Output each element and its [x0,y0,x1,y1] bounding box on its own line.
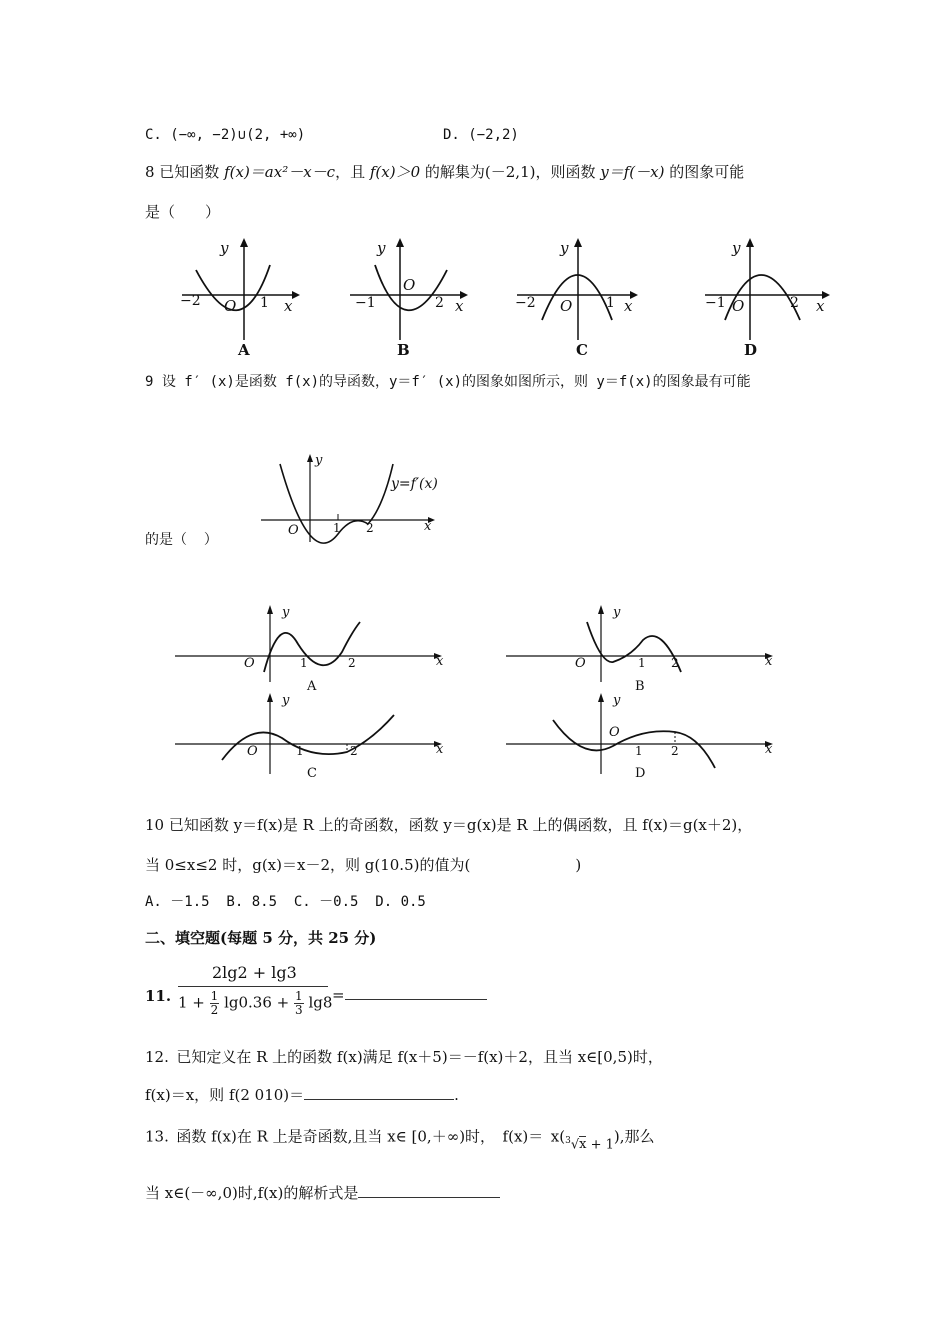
answer-blank[interactable] [345,999,487,1000]
x-axis-label: x [765,654,773,669]
x-axis-label: x [284,297,293,315]
tick-label: −1 [355,295,376,311]
q8-graph-a [172,235,302,360]
origin-label: O [560,297,573,315]
graph-label: B [635,679,645,694]
graph-label: C [307,766,317,781]
q11-fraction-bar [178,986,328,987]
tick-label: 2 [671,656,679,670]
tick-label: 2 [435,295,444,311]
tick-label: 1 [296,744,304,758]
q8-graph-b [345,235,475,360]
x-axis-label: x [765,742,773,757]
q9-graph-d [503,690,783,785]
q9-derivative-graph [258,452,458,547]
question-8-line2: 是（ ） [145,203,221,221]
y-axis-label: y [613,693,621,708]
origin-label: O [288,523,299,538]
q9-graph-c [172,690,452,785]
answer-blank[interactable] [358,1197,500,1198]
tick-label: 2 [671,744,679,758]
question-11-number: 11. [145,987,172,1005]
question-12-line1: 12. 已知定义在 R 上的函数 f(x)满足 f(x＋5)＝－f(x)＋2，且当 x∈[0,5)时， [145,1048,663,1066]
x-axis-label: x [436,654,444,669]
origin-label: O [732,297,745,315]
x-axis-label: x [624,297,633,315]
tick-label: 1 [333,521,341,535]
tick-label: 1 [300,656,308,670]
question-9-line2: 的是（ ） [145,532,218,548]
question-9-line1: 9 设 f′ (x)是函数 f(x)的导函数，y＝f′ (x)的图象如图所示，则 y＝f(x)的图象最有可能 [145,374,751,390]
y-axis-label: y [220,239,229,257]
q8-graph-c [512,235,642,360]
graph-label: A [307,679,317,694]
tick-label: −1 [705,295,726,311]
x-axis-label: x [455,297,464,315]
tick-label: 2 [790,295,799,311]
tick-label: 2 [366,521,374,535]
q11-denominator: 1 + $\frac{1}{2}$ lg0.36 + $\frac{1}{3}$ lg8 [178,989,333,1017]
question-10-options: A. －1.5 B. 8.5 C. －0.5 D. 0.5 [145,894,426,910]
q9-graph-b [503,602,783,697]
question-10-line1: 10 已知函数 y＝f(x)是 R 上的奇函数，函数 y＝g(x)是 R 上的偶函数，且 f(x)＝g(x＋2)， [145,816,753,834]
option-d: D. (−2,2) [443,127,519,143]
tick-label: 1 [260,295,269,311]
tick-label: 1 [638,656,646,670]
q8-graph-d [700,235,835,360]
q9-graph-a [172,602,452,697]
tick-label: 2 [350,744,358,758]
answer-blank[interactable] [304,1099,454,1100]
tick-label: 1 [606,295,615,311]
option-c: C. (−∞, −2)∪(2, +∞) [145,127,306,143]
question-12-line2: f(x)＝x，则 f(2 010)＝ . [145,1086,459,1104]
graph-label: B [397,341,410,359]
graph-label: D [635,766,646,781]
graph-label: C [576,341,588,359]
tick-label: 1 [635,744,643,758]
tick-label: −2 [180,293,201,309]
question-13-line1: 13. 函数 f(x)在 R 上是奇函数,且当 x∈ [0,＋∞)时， f(x)＝ x($^3$√x + 1),那么 [145,1127,655,1153]
graph-label: D [744,341,758,359]
y-axis-label: y [560,239,569,257]
graph-label: A [238,341,250,359]
origin-label: O [247,744,258,759]
origin-label: O [575,656,586,671]
q11-answer: = [332,985,487,1005]
origin-label: O [403,276,416,294]
q11-numerator: 2lg2 + lg3 [212,963,297,982]
origin-label: O [224,297,237,315]
y-axis-label: y [613,605,621,620]
y-axis-label: y [282,693,290,708]
x-axis-label: x [816,297,825,315]
question-8-line1: 8 已知函数 f(x)＝ax²－x－c，且 f(x)＞0 的解集为(－2,1)，则函数 y＝f(－x) 的图象可能 [145,163,745,181]
y-axis-label: y [377,239,386,257]
section-heading: 二、填空题(每题 5 分，共 25 分) [145,929,377,947]
y-axis-label: y [315,453,323,468]
tick-label: 2 [348,656,356,670]
x-axis-label: x [424,519,432,534]
tick-label: −2 [515,295,536,311]
x-axis-label: x [436,742,444,757]
curve-label: y=f′(x) [391,476,438,492]
origin-label: O [609,725,620,740]
origin-label: O [244,656,255,671]
question-13-line2: 当 x∈(－∞,0)时,f(x)的解析式是 [145,1183,500,1203]
y-axis-label: y [282,605,290,620]
y-axis-label: y [732,239,741,257]
question-10-line2: 当 0≤x≤2 时，g(x)＝x－2，则 g(10.5)的值为( ) [145,856,582,874]
